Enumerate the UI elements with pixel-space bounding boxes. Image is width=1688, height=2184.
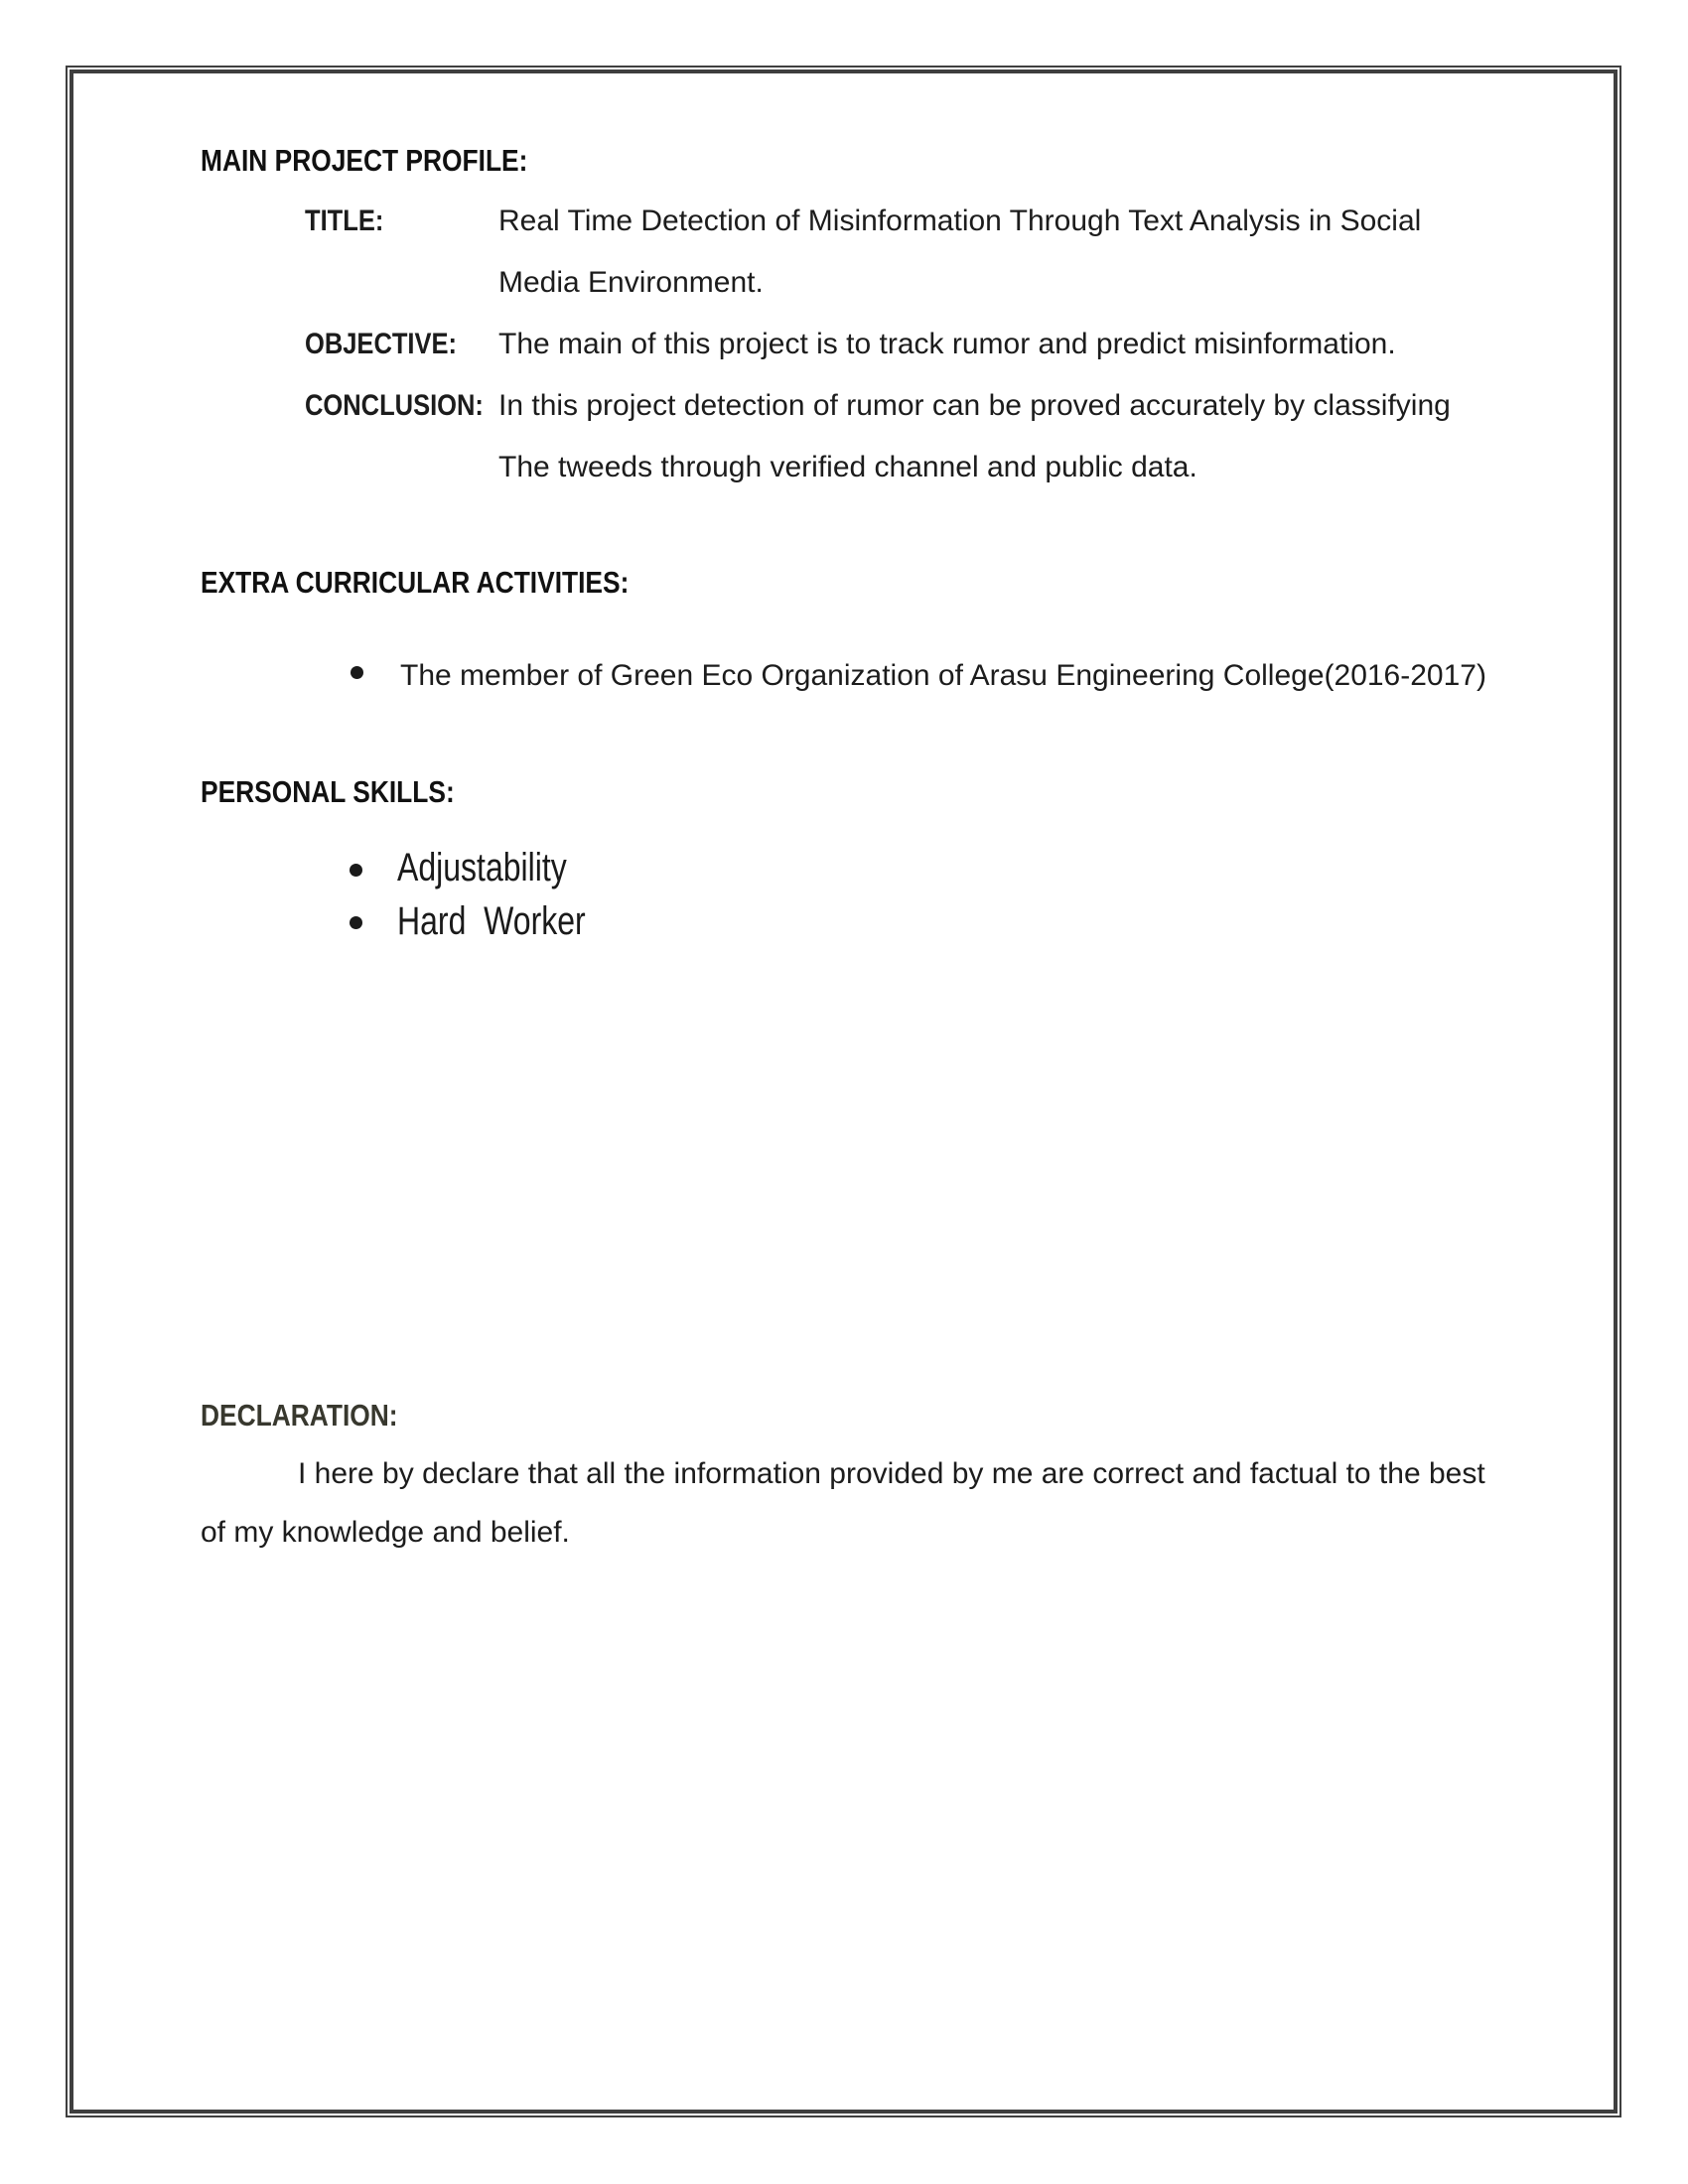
conclusion-label-text: CONCLUSION: bbox=[305, 389, 484, 422]
conclusion-value-line2: The tweeds through verified channel and public data. bbox=[498, 451, 1197, 483]
section-heading-extra-curricular-text: EXTRA CURRICULAR ACTIVITIES: bbox=[201, 565, 630, 600]
conclusion-value-line1: In this project detection of rumor can be proved accurately by classifying bbox=[498, 389, 1451, 422]
personal-skill-item-text: Adjustability bbox=[397, 846, 567, 889]
personal-skill-item bbox=[397, 898, 633, 944]
page-border-inner bbox=[70, 69, 1618, 2114]
title-value-line1: Real Time Detection of Misinformation Through Text Analysis in Social bbox=[498, 205, 1422, 237]
objective-label bbox=[305, 328, 484, 362]
title-value-line2: Media Environment. bbox=[498, 266, 764, 299]
bullet-icon bbox=[350, 864, 362, 877]
section-heading-main-project-profile bbox=[201, 143, 586, 179]
title-label-text: TITLE: bbox=[305, 205, 384, 237]
objective-label-text: OBJECTIVE: bbox=[305, 328, 458, 360]
page-border bbox=[66, 66, 1621, 2117]
personal-skill-item-text: Hard Worker bbox=[397, 899, 586, 943]
section-heading-personal-skills bbox=[201, 774, 499, 810]
extra-curricular-item: The member of Green Eco Organization of Arasu Engineering College(2016-2017) bbox=[400, 659, 1486, 692]
section-heading-declaration-text: DECLARATION: bbox=[201, 1398, 398, 1433]
section-heading-declaration bbox=[201, 1398, 433, 1433]
bullet-icon bbox=[350, 916, 362, 929]
objective-value: The main of this project is to track rumor and predict misinformation. bbox=[498, 328, 1396, 360]
section-heading-personal-skills-text: PERSONAL SKILLS: bbox=[201, 774, 455, 809]
title-label bbox=[305, 205, 397, 239]
section-heading-extra-curricular bbox=[201, 565, 704, 601]
bullet-icon bbox=[351, 666, 363, 679]
declaration-text-line1: I here by declare that all the information provided by me are correct and factual to the best bbox=[298, 1457, 1485, 1490]
section-heading-main-project-profile-text: MAIN PROJECT PROFILE: bbox=[201, 143, 528, 178]
personal-skill-item bbox=[397, 845, 609, 890]
conclusion-label bbox=[305, 389, 515, 424]
declaration-text-line2: of my knowledge and belief. bbox=[201, 1516, 570, 1549]
